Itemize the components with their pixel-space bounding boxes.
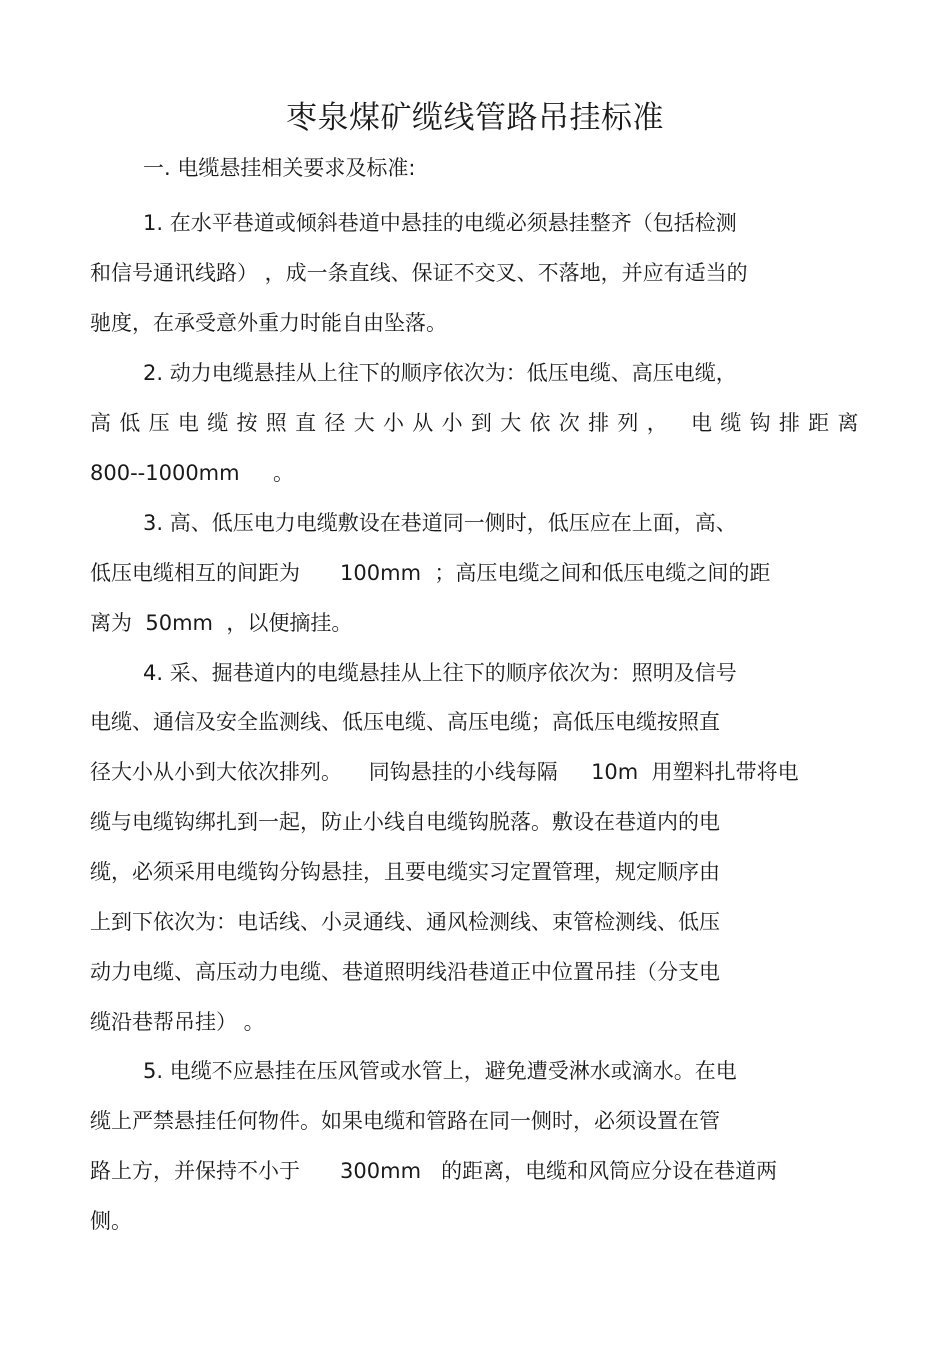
- paragraph-line: 和信号通讯线路） ，成一条直线、保证不交叉、不落地，并应有适当的: [90, 261, 748, 285]
- paragraph-line: 3. 高、低压电力电缆敷设在巷道同一侧时，低压应在上面，高、: [143, 511, 737, 535]
- paragraph-line: 4. 采、掘巷道内的电缆悬挂从上往下的顺序依次为：照明及信号: [143, 661, 737, 685]
- paragraph-line: 缆上严禁悬挂任何物件。如果电缆和管路在同一侧时，必须设置在管: [90, 1109, 720, 1133]
- page-title: 枣泉煤矿缆线管路吊挂标准: [286, 100, 664, 136]
- paragraph-line: 侧。: [90, 1209, 132, 1233]
- paragraph-line: 动力电缆、高压动力电缆、巷道照明线沿巷道正中位置吊挂（分支电: [90, 960, 720, 984]
- paragraph-line: 上到下依次为：电话线、小灵通线、通风检测线、束管检测线、低压: [90, 910, 720, 934]
- paragraph-line: 离为 50mm ，以便摘挂。: [90, 611, 353, 635]
- paragraph-line: 缆，必须采用电缆钩分钩悬挂，且要电缆实习定置管理，规定顺序由: [90, 860, 720, 884]
- paragraph-line: 驰度，在承受意外重力时能自由坠落。: [90, 311, 447, 335]
- paragraph-line: 5. 电缆不应悬挂在压风管或水管上，避免遭受淋水或滴水。在电: [143, 1059, 737, 1083]
- paragraph-line: 800--1000mm 。: [90, 461, 294, 485]
- paragraph-line: 路上方，并保持不小于 300mm 的距离，电缆和风筒应分设在巷道两: [90, 1159, 778, 1183]
- paragraph-line: 1. 在水平巷道或倾斜巷道中悬挂的电缆必须悬挂整齐（包括检测: [143, 211, 737, 235]
- paragraph-line: 缆与电缆钩绑扎到一起，防止小线自电缆钩脱落。敷设在巷道内的电: [90, 810, 720, 834]
- paragraph-line: 低压电缆相互的间距为 100mm ；高压电缆之间和低压电缆之间的距: [90, 561, 771, 585]
- paragraph-line: 径大小从小到大依次排列。 同钩悬挂的小线每隔 10m 用塑料扎带将电: [90, 760, 799, 784]
- paragraph-line: 缆沿巷帮吊挂） 。: [90, 1010, 265, 1034]
- paragraph-line: 高低压电缆按照直径大小从小到大依次排列， 电缆钩排距离: [90, 411, 867, 435]
- paragraph-line: 2. 动力电缆悬挂从上往下的顺序依次为：低压电缆、高压电缆，: [143, 361, 737, 385]
- section-heading: 一. 电缆悬挂相关要求及标准:: [143, 156, 416, 180]
- paragraph-line: 电缆、通信及安全监测线、低压电缆、高压电缆；高低压电缆按照直: [90, 710, 720, 734]
